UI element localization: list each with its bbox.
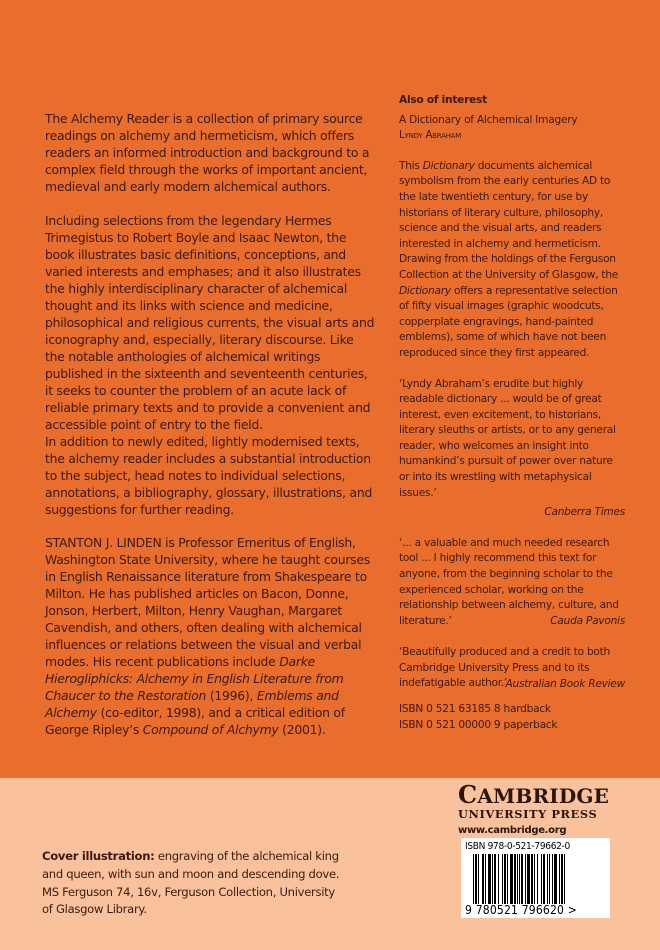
cover-illustration-label: Cover illustration: [42, 849, 155, 863]
related-book-title: A Dictionary of Alchemical Imagery [399, 113, 578, 126]
description-text: documents alchemical symbolism from the early centuries AD to the late twentieth century, for use by historians of literary culture, philosophy, science and the visual arts, and readers interested in alchemy and hermeticism. Drawing from the holdings of the Ferguson Collection at the University of Glasgow, the [399, 159, 619, 281]
barcode-isbn-label: ISBN 978-0-521-79662-0 [465, 841, 570, 852]
description-paragraph-1: The Alchemy Reader is a collection of primary source readings on alchemy and hermeticism, which offers readers an informed introduction and background to a complex field through the works of important ancient, medieval and early modern alchemical authors. [45, 111, 370, 194]
related-book-author: Lyndy Abraham [399, 129, 462, 142]
description-text: This [399, 159, 423, 172]
publisher-name-initial: C [458, 780, 478, 809]
isbn-barcode [461, 838, 610, 918]
also-of-interest-heading: Also of interest [399, 94, 487, 106]
publisher-website: www.cambridge.org [458, 825, 567, 836]
description-paragraph-3: In addition to newly edited, lightly modernised texts, the alchemy reader includes a substantial introduction to the subject, head notes to individual selections, annotations, a bibliography, glossary, illustrations, and suggestions for further reading. [45, 434, 373, 517]
review-quote: ‘... a valuable and much needed research tool ... I highly recommend this text for anyone, from the beginning scholar to the experienced scholar, working on the relationship between alchemy, culture, and literature.’ [399, 536, 619, 627]
publisher-name-rest: AMBRIDGE [477, 784, 610, 808]
author-bio-text: (1996), [206, 688, 257, 703]
publisher-name [458, 780, 618, 809]
author-bio-text: (co-editor, 1998), and a critical edition of George Ripley’s [45, 705, 345, 737]
description-paragraph-2: Including selections from the legendary Hermes Trimegistus to Robert Boyle and Isaac Newton, the book illustrates basic definitions, conceptions, and varied interests and emphases; and it also illustrates the highly interdisciplinary character of alchemical thought and its links with science and medicine, philosophical and religious currents, the visual arts and iconography and, especially, literary discourse. Like the notable anthologies of alchemical writings published in the sixteenth and seventeenth centuries, it seeks to counter the problem of an acute lack of reliable primary texts and to provide a convenient and accessible point of entry to the field. [45, 213, 375, 432]
italic-title: Dictionary [422, 159, 475, 172]
publisher-subname: UNIVERSITY PRESS [458, 807, 598, 821]
description-column [45, 110, 375, 738]
author-work-title: Emblems and Alchemy [45, 688, 339, 720]
publisher-logo [458, 780, 618, 836]
review-source: Canberra Times [544, 506, 625, 519]
author-bio-intro: STANTON J. LINDEN is Professor Emeritus of English, Washington State University, where he taught courses in English Renaissance literature from Shakespeare to Milton. He has published articles on Bacon, Donne, Jonson, Herbert, Milton, Henry Vaughan, Margaret Cavendish, and others, often dealing with alchemical influences or relations between the visual and verbal modes. His recent publications include [45, 535, 370, 669]
review-quote: ‘Beautifully produced and a credit to both Cambridge University Press and to its indefatigable author.’ [399, 646, 611, 690]
description-text: offers a representative selection of fifty visual images (graphic woodcuts, copperplate engravings, hand-painted emblems), some of which have not been reproduced since they first appeared. [399, 284, 618, 359]
isbn-paperback: ISBN 0 521 00000 9 paperback [399, 718, 558, 731]
review-quote: ‘Lyndy Abraham’s erudite but highly readable dictionary ... would be of great interest, even excitement, to historians, literary sleuths or artists, or to any general reader, who welcomes an insight into humankind’s pursuit of power over nature or into its wrestling with metaphysical issues.’ [399, 377, 616, 499]
italic-title: Dictionary [399, 284, 451, 297]
review-source: Cauda Pavonis [550, 615, 625, 628]
author-bio-text: (2001). [278, 722, 326, 737]
author-work-title: Darke Hierogliphicks: Alchemy in English Literature from Chaucer to the Restoration [45, 654, 344, 703]
barcode-digits: 9 780521 796620 > [465, 903, 578, 917]
also-of-interest-column [399, 93, 625, 734]
isbn-hardback: ISBN 0 521 63185 8 hardback [399, 703, 551, 716]
author-bio [45, 534, 375, 738]
author-work-title: Compound of Alchymy [142, 722, 279, 737]
barcode-bars-icon [473, 854, 606, 904]
cover-illustration-text: engraving of the alchemical king and queen, with sun and moon and descending dove. MS Ferguson 74, 16v, Ferguson Collection, University of Glasgow Library. [42, 849, 340, 917]
related-book-description [399, 159, 625, 362]
review-source: Australian Book Review [505, 677, 625, 690]
cover-illustration-credit [42, 848, 342, 919]
